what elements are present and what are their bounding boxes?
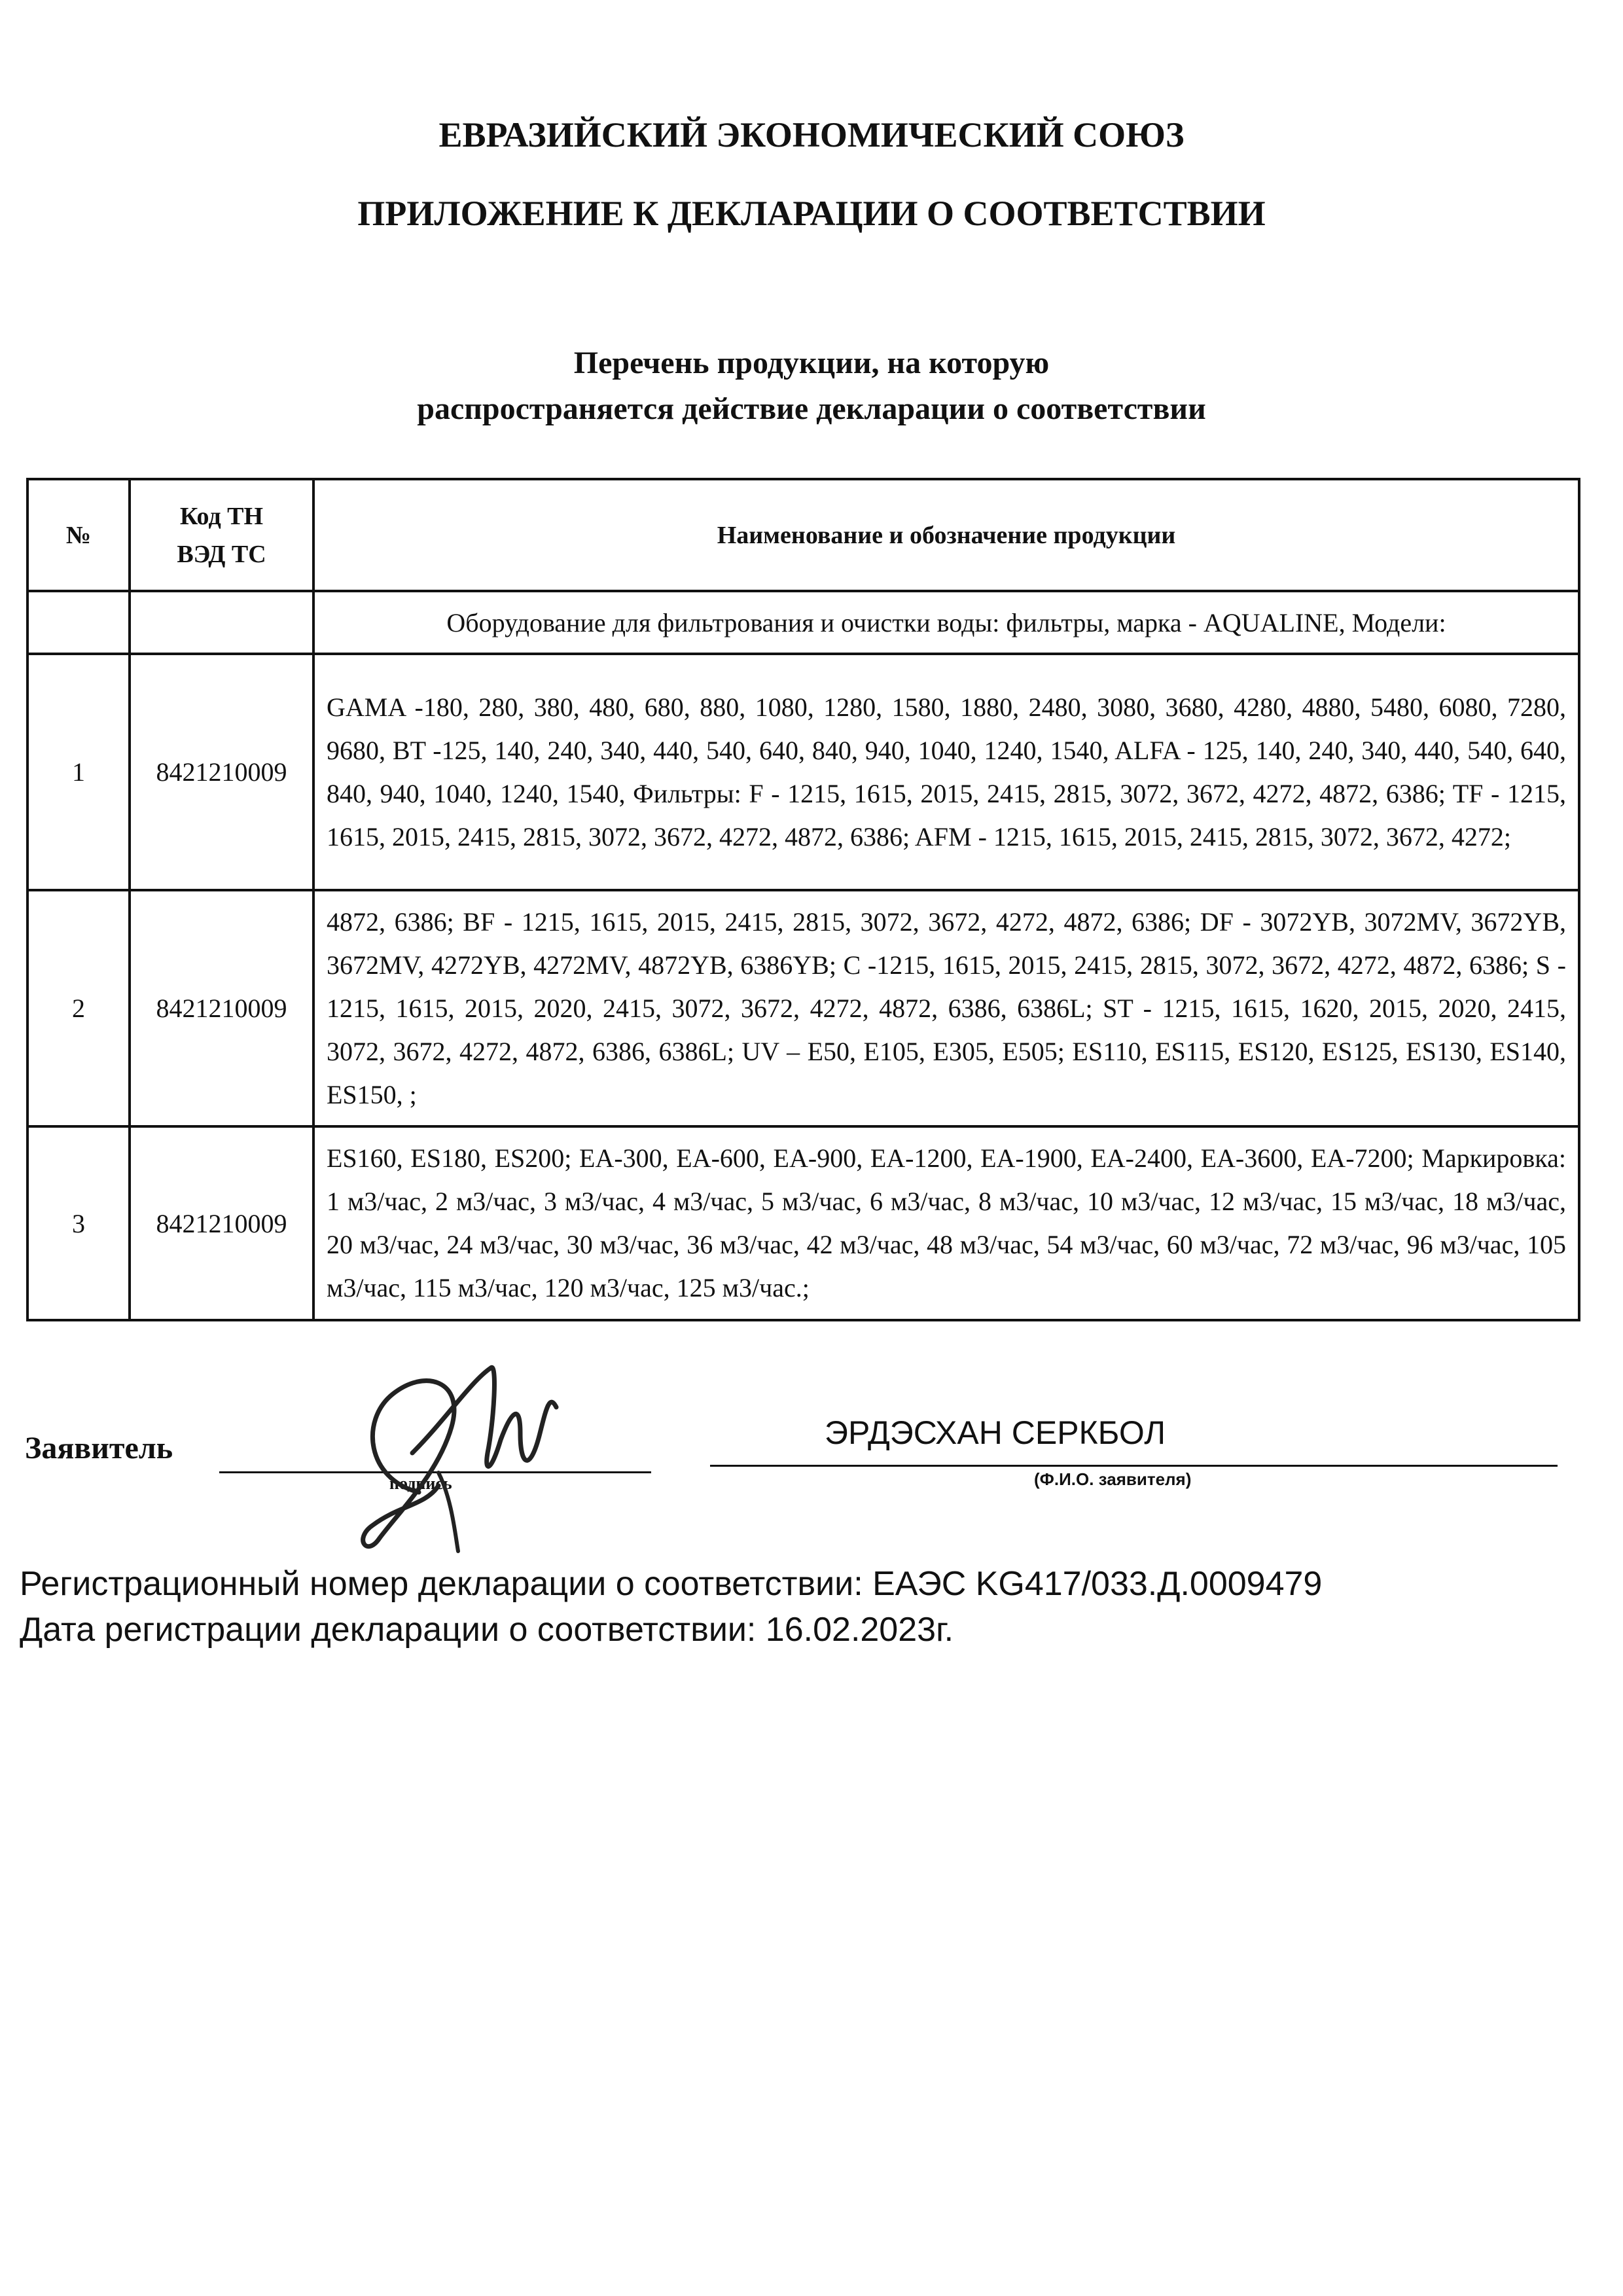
table-row <box>27 890 1579 1126</box>
column-header-number: № <box>27 479 130 591</box>
section-empty-cell <box>130 591 313 654</box>
section-heading: Оборудование для фильтрования и очистки воды: фильтры, марка - AQUALINE, Модели: <box>313 591 1579 654</box>
products-table <box>26 478 1580 1321</box>
document-subtitle <box>0 340 1623 432</box>
row-code: 8421210009 <box>130 1126 313 1320</box>
table-header-row <box>27 479 1579 591</box>
subtitle-line-1: Перечень продукции, на которую <box>573 346 1050 380</box>
column-header-code-line-2: ВЭД ТС <box>177 540 266 568</box>
table-row <box>27 654 1579 890</box>
row-code: 8421210009 <box>130 654 313 890</box>
table-section-row <box>27 591 1579 654</box>
applicant-label: Заявитель <box>25 1431 173 1465</box>
column-header-code-line-1: Код ТН <box>179 502 264 530</box>
document-title-union: ЕВРАЗИЙСКИЙ ЭКОНОМИЧЕСКИЙ СОЮЗ <box>438 115 1185 154</box>
row-number: 1 <box>27 654 130 890</box>
row-description: ES160, ES180, ES200; EA-300, EA-600, EA-900, EA-1200, EA-1900, EA-2400, EA-3600, EA-7200; Маркировка: 1 м3/час, 2 м3/час, 3 м3/час, 4 м3/час, 5 м3/час, 6 м3/час, 8 м3/час, 10 м3/час, 12 м3/час, 15 м3/час, 18 м3/час, 20 м3/час, 24 м3/час, 30 м3/час, 36 м3/час, 42 м3/час, 48 м3/час, 54 м3/час, 60 м3/час, 72 м3/час, 96 м3/час, 105 м3/час, 115 м3/час, 120 м3/час, 125 м3/час.; <box>313 1126 1579 1320</box>
table-row <box>27 1126 1579 1320</box>
handwritten-signature <box>340 1342 589 1558</box>
name-caption: (Ф.И.О. заявителя) <box>1034 1469 1192 1489</box>
applicant-name: ЭРДЭСХАН СЕРКБОЛ <box>825 1414 1166 1451</box>
signature-caption: подпись <box>389 1474 452 1493</box>
row-code: 8421210009 <box>130 890 313 1126</box>
name-line <box>710 1465 1558 1467</box>
registration-number: Регистрационный номер декларации о соответствии: ЕАЭС KG417/033.Д.0009479 <box>20 1565 1323 1603</box>
row-number: 3 <box>27 1126 130 1320</box>
subtitle-line-2: распространяется действие декларации о соответствии <box>417 391 1206 426</box>
row-number: 2 <box>27 890 130 1126</box>
column-header-code <box>130 479 313 591</box>
row-description: 4872, 6386; BF - 1215, 1615, 2015, 2415, 2815, 3072, 3672, 4272, 4872, 6386; DF - 3072YB, 3072MV, 3672YB, 3672MV, 4272YB, 4272MV, 4872YB, 6386YB; C -1215, 1615, 2015, 2415, 2815, 3072, 3672, 4272, 4872, 6386; S - 1215, 1615, 2015, 2020, 2415, 3072, 3672, 4272, 4872, 6386, 6386L; ST - 1215, 1615, 1620, 2015, 2020, 2415, 3072, 3672, 4272, 4872, 6386, 6386L; UV – E50, E105, E305, E505; ES110, ES115, ES120, ES125, ES130, ES140, ES150, ; <box>313 890 1579 1126</box>
registration-date: Дата регистрации декларации о соответствии: 16.02.2023г. <box>20 1611 954 1649</box>
document-title-appendix: ПРИЛОЖЕНИЕ К ДЕКЛАРАЦИИ О СООТВЕТСТВИИ <box>357 194 1266 233</box>
row-description: GAMA -180, 280, 380, 480, 680, 880, 1080, 1280, 1580, 1880, 2480, 3080, 3680, 4280, 4880, 5480, 6080, 7280, 9680, BT -125, 140, 240, 340, 440, 540, 640, 840, 940, 1040, 1240, 1540, ALFA - 125, 140, 240, 340, 440, 540, 640, 840, 940, 1040, 1240, 1540, Фильтры: F - 1215, 1615, 2015, 2415, 2815, 3072, 3672, 4272, 4872, 6386; TF - 1215, 1615, 2015, 2415, 2815, 3072, 3672, 4272, 4872, 6386; AFM - 1215, 1615, 2015, 2415, 2815, 3072, 3672, 4272; <box>313 654 1579 890</box>
section-empty-cell <box>27 591 130 654</box>
column-header-name: Наименование и обозначение продукции <box>313 479 1579 591</box>
